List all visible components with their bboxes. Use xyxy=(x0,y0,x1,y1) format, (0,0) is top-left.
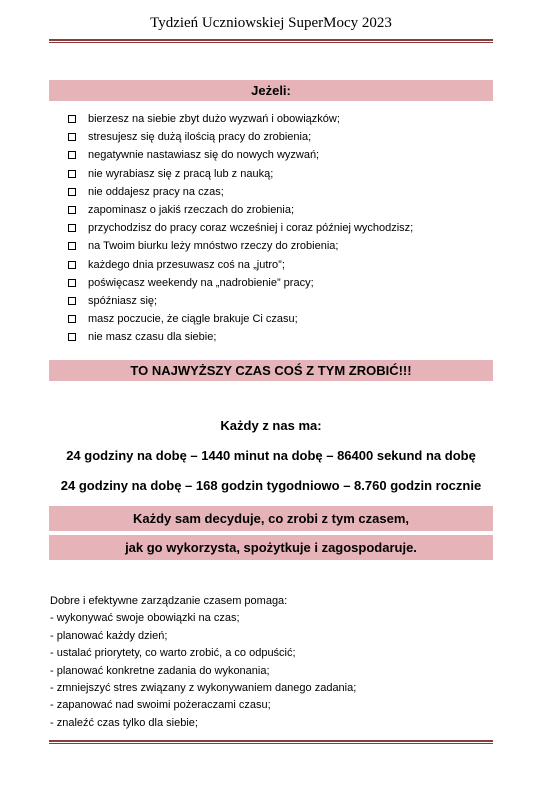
help-intro: Dobre i efektywne zarządzanie czasem pomaga: xyxy=(50,595,288,607)
list-item: nie oddajesz pracy na czas; xyxy=(68,183,413,201)
checkbox-icon xyxy=(68,297,76,305)
list-item: - planować każdy dzień; xyxy=(50,629,168,642)
list-item: - zmniejszyć stres związany z wykonywaniem danego zadania; xyxy=(50,681,357,694)
list-item: zapominasz o jakiś rzeczach do zrobienia; xyxy=(68,201,413,219)
list-item: stresujesz się dużą ilością pracy do zrobienia; xyxy=(68,128,413,146)
checkbox-icon xyxy=(68,279,76,287)
list-item: spóźniasz się; xyxy=(68,292,413,310)
checkbox-icon xyxy=(68,315,76,323)
list-item: masz poczucie, że ciągle brakuje Ci czasu; xyxy=(68,310,413,328)
checkbox-icon xyxy=(68,133,76,141)
condition-list xyxy=(68,110,413,346)
list-item: poświęcasz weekendy na „nadrobienie” pracy; xyxy=(68,274,413,292)
time-heading: Każdy z nas ma: xyxy=(220,418,322,433)
page-title: Tydzień Uczniowskiej SuperMocy 2023 xyxy=(150,15,392,31)
time-line-1: 24 godziny na dobę – 1440 minut na dobę – 86400 sekund na dobę xyxy=(66,448,476,463)
decision-line-1: Każdy sam decyduje, co zrobi z tym czasem, xyxy=(49,506,493,531)
help-section xyxy=(50,593,356,732)
list-item: każdego dnia przesuwasz coś na „jutro”; xyxy=(68,256,413,274)
decision-line-2: jak go wykorzysta, spożytkuje i zagospodaruje. xyxy=(49,535,493,560)
time-line-2: 24 godziny na dobę – 168 godzin tygodniowo – 8.760 godzin rocznie xyxy=(60,478,482,493)
checkbox-icon xyxy=(68,242,76,250)
checkbox-icon xyxy=(68,188,76,196)
checkbox-icon xyxy=(68,115,76,123)
checkbox-icon xyxy=(68,170,76,178)
list-item: przychodzisz do pracy coraz wcześniej i coraz później wychodzisz; xyxy=(68,219,413,237)
list-item: bierzesz na siebie zbyt dużo wyzwań i obowiązków; xyxy=(68,110,413,128)
checkbox-icon xyxy=(68,206,76,214)
list-item: - znaleźć czas tylko dla siebie; xyxy=(50,716,198,729)
checkbox-icon xyxy=(68,224,76,232)
list-item: - planować konkretne zadania do wykonania; xyxy=(50,664,270,677)
checkbox-icon xyxy=(68,151,76,159)
list-item: negatywnie nastawiasz się do nowych wyzwań; xyxy=(68,146,413,164)
list-item: nie wyrabiasz się z pracą lub z nauką; xyxy=(68,165,413,183)
header-rule xyxy=(49,39,493,43)
checkbox-icon xyxy=(68,333,76,341)
list-item: - zapanować nad swoimi pożeraczami czasu; xyxy=(50,699,271,712)
list-item: na Twoim biurku leży mnóstwo rzeczy do zrobienia; xyxy=(68,237,413,255)
call-to-action: TO NAJWYŻSZY CZAS COŚ Z TYM ZROBIĆ!!! xyxy=(49,360,493,381)
list-item: - ustalać priorytety, co warto zrobić, a co odpuścić; xyxy=(50,647,296,660)
footer-rule xyxy=(49,740,493,744)
checkbox-icon xyxy=(68,261,76,269)
list-item: - wykonywać swoje obowiązki na czas; xyxy=(50,612,240,625)
list-item: nie masz czasu dla siebie; xyxy=(68,328,413,346)
condition-heading: Jeżeli: xyxy=(49,80,493,101)
